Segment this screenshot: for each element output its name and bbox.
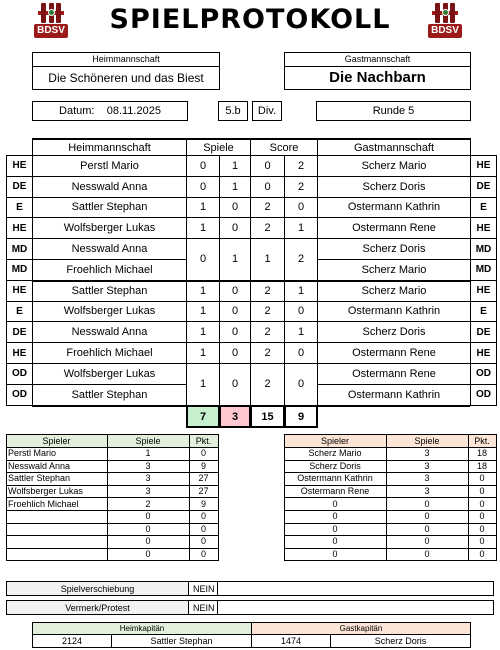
stats-grid-line [284, 535, 497, 536]
stats-grid-line [6, 472, 219, 473]
match-home-score: 2 [250, 301, 285, 323]
match-home-score: 2 [250, 197, 285, 219]
stats-player [6, 535, 107, 548]
match-type-right: MD [470, 259, 497, 281]
stats-grid-line [284, 560, 497, 561]
stats-grid-line [6, 460, 219, 461]
home-captain-header: Heimkapitän [32, 622, 252, 635]
match-home-player: Nesswald Anna [32, 321, 187, 343]
match-home-player: Froehlich Michael [32, 259, 187, 281]
stats-grid-line [6, 535, 219, 536]
match-guest-score: 1 [284, 280, 318, 302]
match-header-games: Spiele [186, 138, 251, 156]
match-guest-player: Scherz Mario [317, 155, 471, 177]
stats-points: 0 [200, 448, 206, 459]
stats-games: 3 [424, 486, 430, 497]
stats-games: 3 [424, 448, 430, 459]
match-guest-games: 0 [219, 363, 251, 406]
stats-header-games: Spiele [107, 434, 189, 447]
home-team-header: Heimmannschaft [33, 53, 219, 67]
bdsv-logo-right: BDSV [428, 3, 462, 41]
match-guest-games: 1 [219, 176, 251, 198]
guest-captain-id: 1474 [251, 634, 331, 648]
match-guest-score: 2 [284, 238, 318, 281]
stats-grid-line [6, 548, 219, 549]
stats-grid-line [284, 497, 497, 498]
match-home-score: 2 [250, 280, 285, 302]
match-home-games: 1 [186, 321, 220, 343]
stats-grid-line [6, 447, 219, 448]
stats-points: 0 [479, 498, 485, 509]
guest-captain-header: Gastkapitän [251, 622, 471, 635]
match-home-score: 0 [250, 155, 285, 177]
spielverschiebung-notes [217, 581, 494, 596]
stats-points: 0 [479, 473, 485, 484]
match-home-score: 1 [250, 238, 285, 281]
stats-grid-line [284, 523, 497, 524]
match-guest-player: Scherz Doris [317, 238, 471, 260]
date-value: 08.11.2025 [106, 105, 161, 117]
match-home-score: 2 [250, 217, 285, 239]
match-home-player: Nesswald Anna [32, 176, 187, 198]
vermerk-label: Vermerk/Protest [6, 600, 189, 615]
match-home-score: 2 [250, 342, 285, 364]
stats-points: 0 [200, 536, 206, 547]
match-guest-games: 0 [219, 280, 251, 302]
match-home-player: Perstl Mario [32, 155, 187, 177]
stats-player: Ostermann Rene [300, 486, 370, 497]
stats-player: Perstl Mario [8, 448, 57, 459]
stats-grid-line [6, 485, 219, 486]
match-guest-score: 0 [284, 342, 318, 364]
stats-player: Nesswald Anna [8, 460, 71, 471]
stats-player: Scherz Doris [309, 460, 361, 471]
stats-games: 0 [145, 523, 151, 534]
match-guest-games: 0 [219, 321, 251, 343]
stats-points: 0 [479, 549, 485, 560]
match-header-home: Heimmannschaft [32, 138, 187, 156]
match-type-left: HE [6, 155, 33, 177]
stats-grid-line [284, 510, 497, 511]
stats-games: 0 [424, 511, 430, 522]
total-home-games: 7 [186, 405, 220, 428]
guest-team-box [284, 52, 471, 90]
stats-points: 0 [479, 523, 485, 534]
page-title: SPIELPROTOKOLL [109, 4, 391, 35]
total-guest-games: 3 [219, 405, 251, 428]
spielverschiebung-value: NEIN [188, 581, 218, 596]
match-guest-score: 1 [284, 217, 318, 239]
match-guest-score: 2 [284, 176, 318, 198]
match-guest-player: Ostermann Kathrin [317, 197, 471, 219]
match-type-left: DE [6, 321, 33, 343]
match-guest-score: 1 [284, 321, 318, 343]
match-guest-score: 0 [284, 301, 318, 323]
stats-games: 3 [424, 460, 430, 471]
stats-points: 0 [479, 486, 485, 497]
bdsv-logo-left: BDSV [34, 3, 68, 41]
match-guest-player: Ostermann Kathrin [317, 301, 471, 323]
match-type-left: HE [6, 342, 33, 364]
stats-player: Sattler Stephan [8, 473, 71, 484]
stats-player: 0 [332, 549, 338, 560]
stats-header-points: Pkt. [189, 434, 218, 447]
match-guest-games: 1 [219, 155, 251, 177]
match-type-right: E [470, 301, 497, 323]
stats-points: 0 [200, 523, 206, 534]
league-box: 5.b [218, 101, 248, 121]
stats-games: 0 [145, 536, 151, 547]
stats-player: Scherz Mario [308, 448, 362, 459]
match-home-games: 1 [186, 197, 220, 219]
stats-points: 0 [479, 536, 485, 547]
match-type-right: OD [470, 384, 497, 406]
stats-grid-line [6, 510, 219, 511]
match-guest-games: 0 [219, 217, 251, 239]
vermerk-value: NEIN [188, 600, 218, 615]
match-type-right: MD [470, 238, 497, 260]
stats-grid-line [6, 497, 219, 498]
stats-games: 0 [424, 523, 430, 534]
match-guest-player: Scherz Mario [317, 280, 471, 302]
stats-games: 0 [145, 511, 151, 522]
match-header-guest: Gastmannschaft [317, 138, 471, 156]
home-captain-id: 2124 [32, 634, 112, 648]
stats-player: Ostermann Kathrin [297, 473, 373, 484]
stats-games: 2 [145, 498, 151, 509]
stats-player [6, 548, 107, 561]
date-box [32, 101, 188, 121]
stats-header-player: Spieler [6, 434, 107, 447]
match-home-score: 0 [250, 176, 285, 198]
match-type-left: HE [6, 217, 33, 239]
match-header-score: Score [250, 138, 318, 156]
match-guest-games: 0 [219, 301, 251, 323]
match-home-player: Froehlich Michael [32, 342, 187, 364]
match-home-player: Sattler Stephan [32, 384, 187, 406]
match-block-separator [32, 280, 470, 282]
guest-captain-name: Scherz Doris [330, 634, 471, 648]
match-home-player: Wolfsberger Lukas [32, 301, 187, 323]
match-guest-games: 0 [219, 342, 251, 364]
stats-player [6, 523, 107, 536]
stats-player: 0 [332, 498, 338, 509]
stats-grid-line [284, 472, 497, 473]
match-type-left: E [6, 197, 33, 219]
match-home-games: 1 [186, 280, 220, 302]
stats-games: 0 [424, 498, 430, 509]
match-guest-score: 2 [284, 155, 318, 177]
match-home-games: 0 [186, 155, 220, 177]
match-guest-player: Ostermann Rene [317, 363, 471, 385]
match-home-games: 1 [186, 301, 220, 323]
match-guest-player: Scherz Doris [317, 176, 471, 198]
match-guest-score: 0 [284, 197, 318, 219]
match-guest-player: Scherz Doris [317, 321, 471, 343]
match-type-right: HE [470, 217, 497, 239]
match-type-right: OD [470, 363, 497, 385]
match-type-right: DE [470, 176, 497, 198]
match-type-left: MD [6, 238, 33, 260]
stats-points: 9 [200, 460, 206, 471]
match-home-games: 1 [186, 217, 220, 239]
stats-player: 0 [332, 536, 338, 547]
home-captain-name: Sattler Stephan [111, 634, 252, 648]
stats-games: 0 [424, 549, 430, 560]
vermerk-notes [217, 600, 494, 615]
stats-games: 3 [145, 460, 151, 471]
match-home-games: 1 [186, 363, 220, 406]
match-guest-player: Scherz Mario [317, 259, 471, 281]
match-type-left: OD [6, 363, 33, 385]
stats-points: 0 [200, 511, 206, 522]
match-type-right: HE [470, 280, 497, 302]
stats-grid-line [284, 434, 497, 435]
stats-grid-line [284, 548, 497, 549]
spielverschiebung-label: Spielverschiebung [6, 581, 189, 596]
stats-games: 1 [145, 448, 151, 459]
stats-points: 9 [200, 498, 206, 509]
stats-games: 3 [145, 486, 151, 497]
stats-points: 27 [198, 486, 209, 497]
match-home-games: 0 [186, 176, 220, 198]
stats-points: 18 [476, 448, 487, 459]
stats-player [6, 510, 107, 523]
match-type-left: MD [6, 259, 33, 281]
match-home-games: 0 [186, 238, 220, 281]
home-team-box [32, 52, 220, 90]
match-home-player: Wolfsberger Lukas [32, 217, 187, 239]
stats-header-player: Spieler [284, 434, 386, 447]
stats-header-points: Pkt. [468, 434, 496, 447]
div-box: Div. [252, 101, 282, 121]
match-guest-player: Ostermann Rene [317, 217, 471, 239]
match-guest-player: Ostermann Kathrin [317, 384, 471, 406]
guest-team-header: Gastmannschaft [285, 53, 470, 67]
home-team-name: Die Schöneren und das Biest [48, 71, 204, 85]
match-guest-games: 0 [219, 197, 251, 219]
stats-grid-line [284, 485, 497, 486]
match-home-player: Wolfsberger Lukas [32, 363, 187, 385]
total-guest-score: 9 [284, 405, 318, 428]
match-home-score: 2 [250, 321, 285, 343]
stats-player: Wolfsberger Lukas [8, 486, 83, 497]
match-type-right: E [470, 197, 497, 219]
stats-player: 0 [332, 523, 338, 534]
stats-grid-line [284, 447, 497, 448]
match-type-left: E [6, 301, 33, 323]
match-type-right: HE [470, 155, 497, 177]
match-home-games: 1 [186, 342, 220, 364]
stats-points: 0 [200, 549, 206, 560]
stats-player: Froehlich Michael [8, 498, 79, 509]
stats-grid-line [284, 460, 497, 461]
stats-points: 27 [198, 473, 209, 484]
match-type-right: HE [470, 342, 497, 364]
stats-player: 0 [332, 511, 338, 522]
match-home-score: 2 [250, 363, 285, 406]
stats-header-games: Spiele [386, 434, 468, 447]
guest-team-name: Die Nachbarn [329, 69, 426, 86]
match-home-player: Sattler Stephan [32, 197, 187, 219]
match-guest-score: 0 [284, 363, 318, 406]
stats-grid-line [6, 560, 219, 561]
match-guest-games: 1 [219, 238, 251, 281]
total-home-score: 15 [250, 405, 285, 428]
stats-points: 0 [479, 511, 485, 522]
match-home-player: Sattler Stephan [32, 280, 187, 302]
stats-grid-line [6, 434, 219, 435]
date-label: Datum: [59, 105, 95, 117]
stats-grid-line [6, 523, 219, 524]
stats-games: 0 [424, 536, 430, 547]
stats-games: 3 [145, 473, 151, 484]
match-type-left: OD [6, 384, 33, 406]
match-type-left: DE [6, 176, 33, 198]
stats-games: 3 [424, 473, 430, 484]
match-type-right: DE [470, 321, 497, 343]
stats-points: 18 [476, 460, 487, 471]
match-guest-player: Ostermann Rene [317, 342, 471, 364]
match-home-player: Nesswald Anna [32, 238, 187, 260]
stats-games: 0 [145, 549, 151, 560]
round-box: Runde 5 [316, 101, 471, 121]
match-type-left: HE [6, 280, 33, 302]
